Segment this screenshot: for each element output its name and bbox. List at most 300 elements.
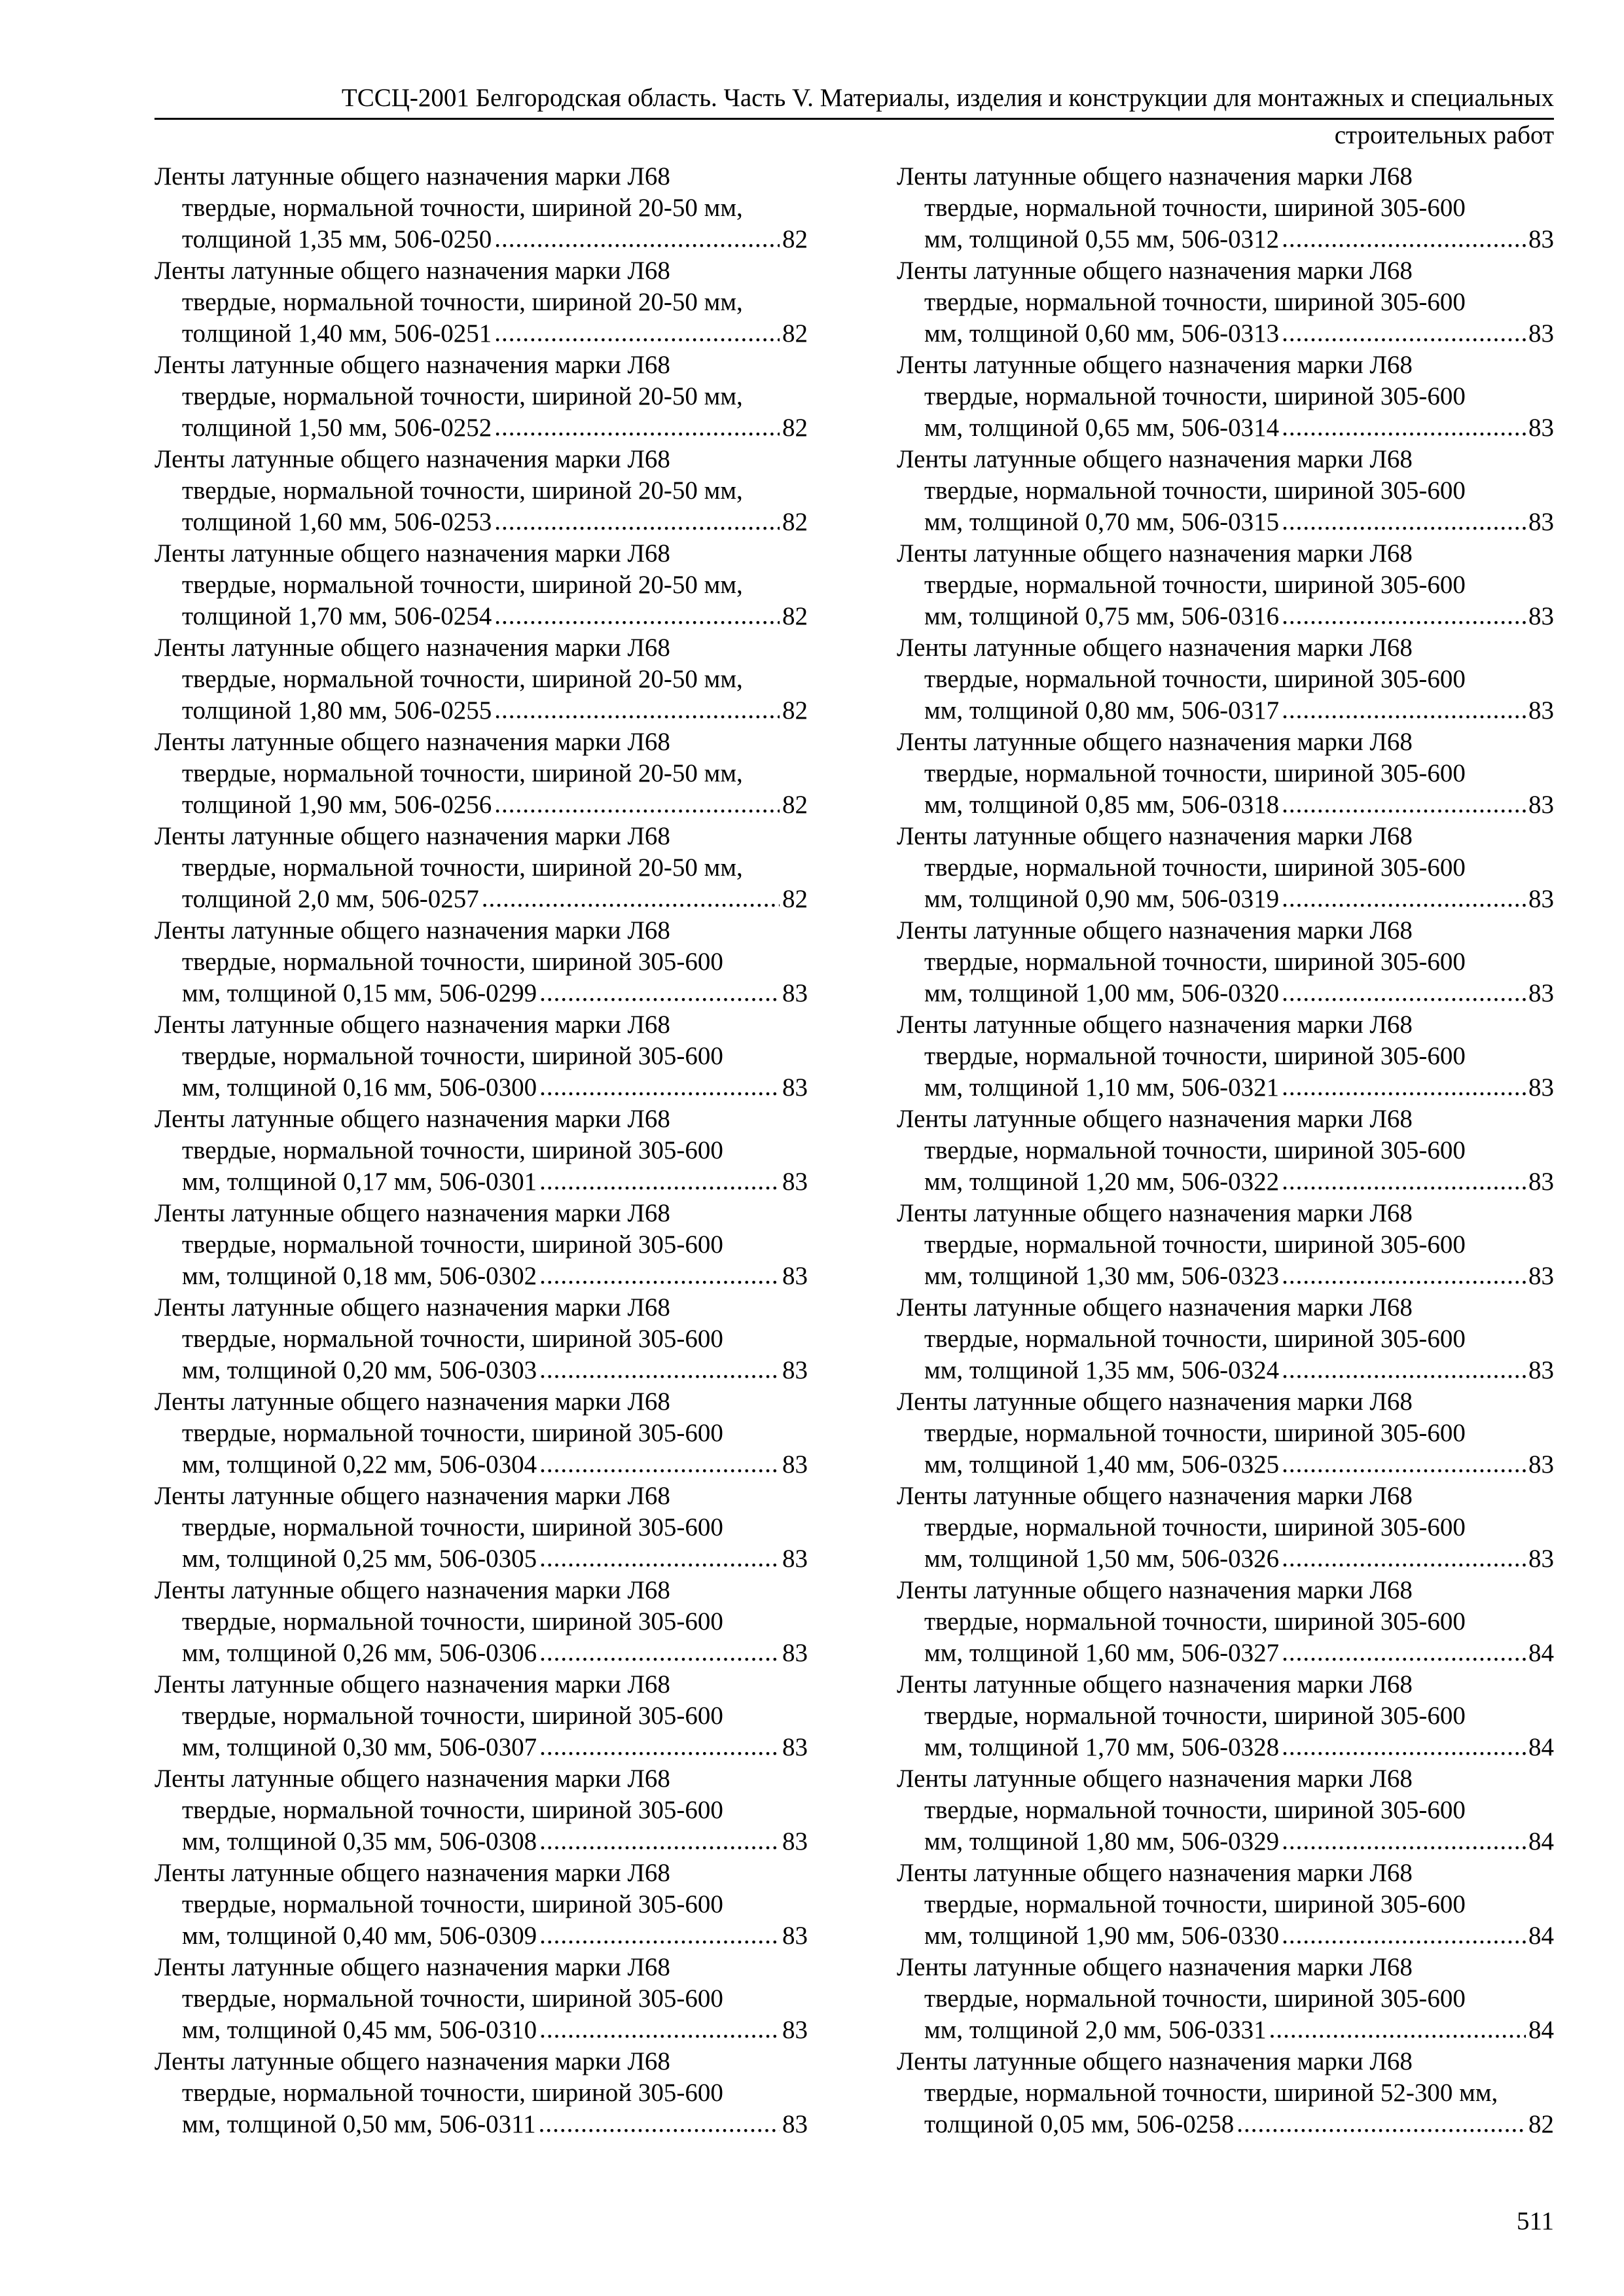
dot-leader	[1282, 317, 1526, 349]
entry-code: мм, толщиной 1,60 мм, 506-0327	[924, 1639, 1280, 1667]
entry-line-1: Ленты латунные общего назначения марки Л68	[897, 445, 1413, 473]
index-entry	[897, 1198, 1554, 1292]
entry-line-3	[897, 1072, 1554, 1103]
entry-line-3	[154, 601, 808, 632]
entry-line-3	[154, 318, 808, 350]
entry-code: мм, толщиной 1,80 мм, 506-0329	[924, 1827, 1280, 1856]
entry-line-2: твердые, нормальной точности, шириной 305-600	[924, 1042, 1466, 1070]
entry-page-number: 83	[1528, 602, 1554, 630]
dot-leader	[494, 789, 780, 820]
entry-line-3	[897, 1449, 1554, 1480]
entry-line-3	[897, 1261, 1554, 1292]
entry-page-number: 83	[1528, 696, 1554, 725]
entry-code: мм, толщиной 0,15 мм, 506-0299	[182, 979, 537, 1007]
entry-line-2: твердые, нормальной точности, шириной 20-50 мм,	[182, 476, 743, 505]
entry-line-1: Ленты латунные общего назначения марки Л68	[154, 822, 670, 850]
entry-page-number: 83	[1528, 508, 1554, 536]
entry-line-2: твердые, нормальной точности, шириной 305-600	[924, 665, 1466, 693]
entry-line-3	[897, 1166, 1554, 1198]
entry-code: мм, толщиной 0,50 мм, 506-0311	[182, 2110, 536, 2138]
entry-line-2: твердые, нормальной точности, шириной 305-600	[182, 1136, 723, 1164]
entry-line-3	[154, 695, 808, 726]
entry-line-1: Ленты латунные общего назначения марки Л68	[154, 916, 670, 944]
entry-page-number: 83	[1528, 1356, 1554, 1384]
entry-line-2: твердые, нормальной точности, шириной 305-600	[924, 1325, 1466, 1353]
entry-page-number: 84	[1528, 1733, 1554, 1761]
entry-line-2: твердые, нормальной точности, шириной 305-600	[182, 1984, 723, 2013]
index-entry	[154, 726, 808, 821]
entry-code: толщиной 0,05 мм, 506-0258	[924, 2110, 1235, 2138]
entry-line-3	[897, 789, 1554, 821]
entry-line-3	[897, 1355, 1554, 1386]
entry-code: мм, толщиной 0,80 мм, 506-0317	[924, 696, 1280, 725]
entry-code: мм, толщиной 1,90 мм, 506-0330	[924, 1922, 1280, 1950]
dot-leader	[1282, 977, 1526, 1009]
entry-code: мм, толщиной 0,40 мм, 506-0309	[182, 1922, 537, 1950]
entry-line-1: Ленты латунные общего назначения марки Л68	[897, 2047, 1413, 2075]
dot-leader	[1282, 1825, 1526, 1857]
entry-line-3	[897, 412, 1554, 444]
entry-line-3	[897, 884, 1554, 915]
index-entry	[154, 1952, 808, 2046]
entry-code: мм, толщиной 0,60 мм, 506-0313	[924, 319, 1280, 348]
entry-line-1: Ленты латунные общего назначения марки Л68	[154, 728, 670, 756]
entry-line-1: Ленты латунные общего назначения марки Л68	[897, 728, 1413, 756]
entry-line-1: Ленты латунные общего назначения марки Л68	[897, 1859, 1413, 1887]
dot-leader	[1282, 506, 1526, 537]
entry-line-1: Ленты латунные общего назначения марки Л68	[154, 1011, 670, 1039]
index-entry	[897, 1857, 1554, 1952]
entry-line-1: Ленты латунные общего назначения марки Л68	[154, 2047, 670, 2075]
entry-line-1: Ленты латунные общего назначения марки Л68	[897, 634, 1413, 662]
entry-page-number: 82	[782, 225, 808, 253]
index-entry	[897, 1480, 1554, 1575]
entry-line-3	[154, 1166, 808, 1198]
entry-code: толщиной 1,50 мм, 506-0252	[182, 414, 492, 442]
index-entry	[154, 1386, 808, 1480]
entry-line-2: твердые, нормальной точности, шириной 20-50 мм,	[182, 571, 743, 599]
entry-line-3	[154, 1638, 808, 1669]
entry-code: толщиной 1,70 мм, 506-0254	[182, 602, 492, 630]
entry-code: мм, толщиной 0,18 мм, 506-0302	[182, 1262, 537, 1290]
entry-line-3	[154, 224, 808, 255]
entry-line-1: Ленты латунные общего назначения марки Л68	[154, 1765, 670, 1793]
entry-code: мм, толщиной 1,20 мм, 506-0322	[924, 1168, 1280, 1196]
entry-code: мм, толщиной 1,70 мм, 506-0328	[924, 1733, 1280, 1761]
entry-line-2: твердые, нормальной точности, шириной 20-50 мм,	[182, 853, 743, 882]
entry-line-2: твердые, нормальной точности, шириной 305-600	[182, 2079, 723, 2107]
index-entry	[897, 350, 1554, 444]
entry-page-number: 82	[782, 602, 808, 630]
entry-line-1: Ленты латунные общего назначения марки Л68	[897, 351, 1413, 379]
entry-code: мм, толщиной 0,22 мм, 506-0304	[182, 1450, 537, 1479]
entry-line-3	[154, 2015, 808, 2046]
index-entry	[897, 1009, 1554, 1103]
entry-code: толщиной 2,0 мм, 506-0257	[182, 885, 479, 913]
entry-line-2: твердые, нормальной точности, шириной 305-600	[182, 1230, 723, 1259]
entry-line-3	[897, 224, 1554, 255]
entry-line-3	[897, 695, 1554, 726]
dot-leader	[1236, 2108, 1526, 2140]
entry-line-2: твердые, нормальной точности, шириной 305-600	[182, 1702, 723, 1730]
entry-line-3	[154, 507, 808, 538]
dot-leader	[494, 600, 780, 632]
entry-code: мм, толщиной 0,55 мм, 506-0312	[924, 225, 1280, 253]
entry-line-3	[897, 1638, 1554, 1669]
entry-code: мм, толщиной 1,40 мм, 506-0325	[924, 1450, 1280, 1479]
entry-line-1: Ленты латунные общего назначения марки Л68	[154, 1859, 670, 1887]
entry-line-1: Ленты латунные общего назначения марки Л68	[897, 539, 1413, 567]
entry-page-number: 83	[1528, 1545, 1554, 1573]
index-entry	[897, 632, 1554, 726]
entry-line-3	[897, 318, 1554, 350]
dot-leader	[482, 883, 780, 914]
entry-line-1: Ленты латунные общего назначения марки Л68	[154, 1576, 670, 1604]
entry-line-1: Ленты латунные общего назначения марки Л68	[897, 1670, 1413, 1698]
entry-line-3	[154, 789, 808, 821]
entry-line-1: Ленты латунные общего назначения марки Л68	[154, 162, 670, 190]
entry-line-1: Ленты латунные общего назначения марки Л68	[154, 257, 670, 285]
dot-leader	[539, 1166, 780, 1197]
dot-leader	[539, 1825, 780, 1857]
index-entry	[154, 1480, 808, 1575]
index-entry	[154, 632, 808, 726]
header-subtitle: строительных работ	[1334, 121, 1554, 149]
entry-line-2: твердые, нормальной точности, шириной 305-600	[924, 759, 1466, 787]
entry-line-3	[154, 1732, 808, 1763]
entry-line-1: Ленты латунные общего назначения марки Л68	[897, 916, 1413, 944]
entry-page-number: 83	[782, 1450, 808, 1479]
entry-line-2: твердые, нормальной точности, шириной 52-300 мм,	[924, 2079, 1498, 2107]
entry-line-3	[154, 978, 808, 1009]
entry-line-2: твердые, нормальной точности, шириной 305-600	[182, 1042, 723, 1070]
dot-leader	[539, 1260, 780, 1291]
entry-code: мм, толщиной 0,35 мм, 506-0308	[182, 1827, 537, 1856]
entry-page-number: 83	[782, 1356, 808, 1384]
entry-page-number: 82	[782, 696, 808, 725]
index-entry	[154, 1669, 808, 1763]
entry-line-2: твердые, нормальной точности, шириной 305-600	[182, 1607, 723, 1636]
entry-page-number: 83	[782, 979, 808, 1007]
entry-line-1: Ленты латунные общего назначения марки Л68	[154, 634, 670, 662]
entry-page-number: 82	[1528, 2110, 1554, 2138]
dot-leader	[539, 977, 780, 1009]
entry-page-number: 83	[782, 2110, 808, 2138]
entry-page-number: 83	[1528, 225, 1554, 253]
entry-code: мм, толщиной 0,90 мм, 506-0319	[924, 885, 1280, 913]
entry-code: мм, толщиной 0,16 мм, 506-0300	[182, 1073, 537, 1102]
dot-leader	[1282, 600, 1526, 632]
entry-page-number: 83	[1528, 791, 1554, 819]
entry-page-number: 82	[782, 508, 808, 536]
index-entry	[897, 726, 1554, 821]
index-column-left	[154, 161, 808, 2140]
entry-page-number: 83	[1528, 979, 1554, 1007]
entry-page-number: 84	[1528, 1639, 1554, 1667]
index-entry	[897, 161, 1554, 255]
entry-line-1: Ленты латунные общего назначения марки Л68	[154, 1293, 670, 1321]
entry-line-2: твердые, нормальной точности, шириной 305-600	[924, 1513, 1466, 1541]
index-entry	[154, 1857, 808, 1952]
entry-code: мм, толщиной 0,20 мм, 506-0303	[182, 1356, 537, 1384]
entry-line-3	[154, 2109, 808, 2140]
entry-page-number: 83	[782, 1827, 808, 1856]
entry-code: мм, толщиной 0,75 мм, 506-0316	[924, 602, 1280, 630]
index-entry	[154, 538, 808, 632]
entry-line-3	[154, 412, 808, 444]
entry-line-3	[154, 1355, 808, 1386]
dot-leader	[1282, 789, 1526, 820]
running-header	[154, 82, 1554, 151]
entry-code: мм, толщиной 0,45 мм, 506-0310	[182, 2016, 537, 2044]
entry-line-2: твердые, нормальной точности, шириной 305-600	[924, 1419, 1466, 1447]
index-entry	[154, 1103, 808, 1198]
entry-code: толщиной 1,80 мм, 506-0255	[182, 696, 492, 725]
dot-leader	[539, 1731, 780, 1763]
index-entry	[154, 444, 808, 538]
index-entry	[897, 1575, 1554, 1669]
index-entry	[897, 538, 1554, 632]
dot-leader	[494, 506, 780, 537]
entry-page-number: 84	[1528, 1827, 1554, 1856]
entry-line-2: твердые, нормальной точности, шириной 20-50 мм,	[182, 382, 743, 410]
entry-line-1: Ленты латунные общего назначения марки Л68	[154, 1105, 670, 1133]
entry-line-2: твердые, нормальной точности, шириной 305-600	[182, 1890, 723, 1918]
index-entry	[897, 1669, 1554, 1763]
dot-leader	[1282, 1071, 1526, 1103]
entry-line-2: твердые, нормальной точности, шириной 305-600	[182, 1513, 723, 1541]
dot-leader	[1282, 1543, 1526, 1574]
entry-page-number: 83	[782, 1073, 808, 1102]
entry-line-2: твердые, нормальной точности, шириной 305-600	[924, 476, 1466, 505]
entry-line-2: твердые, нормальной точности, шириной 305-600	[924, 1136, 1466, 1164]
entry-line-2: твердые, нормальной точности, шириной 305-600	[924, 1984, 1466, 2013]
entry-line-3	[154, 1261, 808, 1292]
entry-page-number: 83	[782, 1733, 808, 1761]
entry-line-1: Ленты латунные общего назначения марки Л68	[154, 1953, 670, 1981]
entry-code: мм, толщиной 0,30 мм, 506-0307	[182, 1733, 537, 1761]
entry-code: мм, толщиной 1,35 мм, 506-0324	[924, 1356, 1280, 1384]
entry-line-2: твердые, нормальной точности, шириной 305-600	[924, 571, 1466, 599]
dot-leader	[539, 2108, 780, 2140]
entry-code: мм, толщиной 1,10 мм, 506-0321	[924, 1073, 1280, 1102]
entry-page-number: 84	[1528, 1922, 1554, 1950]
entry-line-1: Ленты латунные общего назначения марки Л68	[897, 1953, 1413, 1981]
entry-code: мм, толщиной 0,65 мм, 506-0314	[924, 414, 1280, 442]
dot-leader	[1282, 1448, 1526, 1480]
entry-line-2: твердые, нормальной точности, шириной 20-50 мм,	[182, 665, 743, 693]
entry-line-2: твердые, нормальной точности, шириной 305-600	[924, 382, 1466, 410]
entry-code: мм, толщиной 0,17 мм, 506-0301	[182, 1168, 537, 1196]
index-entry	[897, 255, 1554, 350]
entry-line-1: Ленты латунные общего назначения марки Л68	[897, 1482, 1413, 1510]
index-entry	[154, 2046, 808, 2140]
index-entry	[154, 1009, 808, 1103]
index-entry	[154, 1198, 808, 1292]
dot-leader	[1269, 2014, 1526, 2045]
entry-page-number: 83	[782, 1545, 808, 1573]
dot-leader	[1282, 1920, 1526, 1951]
entry-line-1: Ленты латунные общего назначения марки Л68	[897, 1293, 1413, 1321]
index-entry	[154, 915, 808, 1009]
entry-page-number: 83	[782, 1168, 808, 1196]
dot-leader	[539, 1354, 780, 1386]
entry-line-3	[154, 1543, 808, 1575]
entry-line-1: Ленты латунные общего назначения марки Л68	[154, 1388, 670, 1416]
index-entry	[897, 1103, 1554, 1198]
entry-line-1: Ленты латунные общего назначения марки Л68	[897, 1199, 1413, 1227]
index-entry	[154, 1763, 808, 1857]
entry-line-1: Ленты латунные общего назначения марки Л68	[897, 822, 1413, 850]
entry-code: мм, толщиной 0,25 мм, 506-0305	[182, 1545, 537, 1573]
entry-line-1: Ленты латунные общего назначения марки Л68	[897, 257, 1413, 285]
entry-page-number: 83	[782, 1262, 808, 1290]
entry-code: толщиной 1,35 мм, 506-0250	[182, 225, 492, 253]
entry-line-3	[897, 978, 1554, 1009]
entry-line-1: Ленты латунные общего назначения марки Л68	[897, 1765, 1413, 1793]
entry-line-3	[154, 1072, 808, 1103]
entry-code: мм, толщиной 0,26 мм, 506-0306	[182, 1639, 537, 1667]
entry-line-2: твердые, нормальной точности, шириной 305-600	[924, 1702, 1466, 1730]
dot-leader	[539, 1543, 780, 1574]
index-entry	[897, 915, 1554, 1009]
dot-leader	[1282, 1260, 1526, 1291]
entry-line-1: Ленты латунные общего назначения марки Л68	[897, 1105, 1413, 1133]
entry-line-2: твердые, нормальной точности, шириной 305-600	[182, 948, 723, 976]
entry-page-number: 83	[1528, 1262, 1554, 1290]
dot-leader	[1282, 1354, 1526, 1386]
dot-leader	[1282, 1637, 1526, 1668]
dot-leader	[1282, 1731, 1526, 1763]
entry-line-1: Ленты латунные общего назначения марки Л68	[154, 539, 670, 567]
entry-line-2: твердые, нормальной точности, шириной 305-600	[924, 288, 1466, 316]
entry-page-number: 82	[782, 791, 808, 819]
entry-line-3	[897, 1732, 1554, 1763]
entry-page-number: 83	[1528, 414, 1554, 442]
entry-page-number: 83	[1528, 319, 1554, 348]
entry-line-1: Ленты латунные общего назначения марки Л68	[154, 1482, 670, 1510]
entry-line-2: твердые, нормальной точности, шириной 20-50 мм,	[182, 759, 743, 787]
entry-page-number: 83	[782, 1922, 808, 1950]
index-entry	[154, 1292, 808, 1386]
entry-line-3	[897, 601, 1554, 632]
entry-line-1: Ленты латунные общего назначения марки Л68	[897, 1388, 1413, 1416]
entry-page-number: 83	[782, 2016, 808, 2044]
entry-page-number: 83	[782, 1639, 808, 1667]
index-entry	[897, 444, 1554, 538]
index-entry	[154, 821, 808, 915]
entry-line-2: твердые, нормальной точности, шириной 305-600	[924, 194, 1466, 222]
entry-line-3	[154, 1826, 808, 1857]
index-entry	[154, 1575, 808, 1669]
index-column-right	[897, 161, 1554, 2140]
dot-leader	[1282, 694, 1526, 726]
dot-leader	[1282, 412, 1526, 443]
entry-line-2: твердые, нормальной точности, шириной 305-600	[924, 948, 1466, 976]
dot-leader	[1282, 223, 1526, 255]
entry-code: мм, толщиной 1,50 мм, 506-0326	[924, 1545, 1280, 1573]
dot-leader	[494, 223, 780, 255]
entry-line-2: твердые, нормальной точности, шириной 20-50 мм,	[182, 288, 743, 316]
entry-line-3	[897, 1826, 1554, 1857]
entry-code: мм, толщиной 0,70 мм, 506-0315	[924, 508, 1280, 536]
entry-line-2: твердые, нормальной точности, шириной 305-600	[182, 1419, 723, 1447]
entry-code: толщиной 1,60 мм, 506-0253	[182, 508, 492, 536]
index-entry	[154, 161, 808, 255]
entry-line-1: Ленты латунные общего назначения марки Л68	[897, 1011, 1413, 1039]
entry-line-3	[154, 1449, 808, 1480]
entry-page-number: 83	[1528, 1450, 1554, 1479]
entry-line-2: твердые, нормальной точности, шириной 305-600	[924, 853, 1466, 882]
entry-line-3	[154, 884, 808, 915]
entry-line-1: Ленты латунные общего назначения марки Л68	[897, 162, 1413, 190]
entry-line-2: твердые, нормальной точности, шириной 305-600	[924, 1890, 1466, 1918]
dot-leader	[1282, 1166, 1526, 1197]
dot-leader	[539, 2014, 780, 2045]
index-entry	[154, 350, 808, 444]
index-entry	[897, 1763, 1554, 1857]
entry-line-3	[897, 1920, 1554, 1952]
entry-code: мм, толщиной 0,85 мм, 506-0318	[924, 791, 1280, 819]
entry-page-number: 82	[782, 885, 808, 913]
index-entry	[897, 1292, 1554, 1386]
entry-line-1: Ленты латунные общего назначения марки Л68	[154, 445, 670, 473]
index-entry	[897, 1386, 1554, 1480]
entry-line-3	[897, 507, 1554, 538]
entry-page-number: 82	[782, 319, 808, 348]
entry-code: мм, толщиной 1,30 мм, 506-0323	[924, 1262, 1280, 1290]
entry-line-2: твердые, нормальной точности, шириной 305-600	[924, 1607, 1466, 1636]
dot-leader	[494, 412, 780, 443]
entry-line-1: Ленты латунные общего назначения марки Л68	[154, 1199, 670, 1227]
entry-page-number: 84	[1528, 2016, 1554, 2044]
dot-leader	[1282, 883, 1526, 914]
index-entry	[897, 821, 1554, 915]
entry-line-3	[897, 2109, 1554, 2140]
dot-leader	[539, 1071, 780, 1103]
dot-leader	[494, 317, 780, 349]
dot-leader	[539, 1448, 780, 1480]
entry-line-3	[897, 2015, 1554, 2046]
entry-line-1: Ленты латунные общего назначения марки Л68	[897, 1576, 1413, 1604]
entry-code: толщиной 1,40 мм, 506-0251	[182, 319, 492, 348]
entry-page-number: 83	[1528, 1168, 1554, 1196]
page-number: 511	[1516, 2207, 1554, 2235]
entry-line-1: Ленты латунные общего назначения марки Л68	[154, 1670, 670, 1698]
entry-line-2: твердые, нормальной точности, шириной 305-600	[182, 1796, 723, 1824]
entry-code: мм, толщиной 2,0 мм, 506-0331	[924, 2016, 1267, 2044]
entry-code: толщиной 1,90 мм, 506-0256	[182, 791, 492, 819]
entry-page-number: 83	[1528, 885, 1554, 913]
entry-line-3	[154, 1920, 808, 1952]
index-entry	[897, 2046, 1554, 2140]
index-entry	[154, 255, 808, 350]
entry-page-number: 83	[1528, 1073, 1554, 1102]
dot-leader	[539, 1920, 780, 1951]
entry-line-3	[897, 1543, 1554, 1575]
index-entry	[897, 1952, 1554, 2046]
entry-line-2: твердые, нормальной точности, шириной 20-50 мм,	[182, 194, 743, 222]
dot-leader	[539, 1637, 780, 1668]
dot-leader	[494, 694, 780, 726]
header-title: ТССЦ-2001 Белгородская область. Часть V. Материалы, изделия и конструкции для монтажных и специальных	[341, 84, 1554, 112]
entry-page-number: 82	[782, 414, 808, 442]
entry-line-2: твердые, нормальной точности, шириной 305-600	[924, 1230, 1466, 1259]
entry-line-2: твердые, нормальной точности, шириной 305-600	[924, 1796, 1466, 1824]
entry-code: мм, толщиной 1,00 мм, 506-0320	[924, 979, 1280, 1007]
entry-line-2: твердые, нормальной точности, шириной 305-600	[182, 1325, 723, 1353]
entry-line-1: Ленты латунные общего назначения марки Л68	[154, 351, 670, 379]
